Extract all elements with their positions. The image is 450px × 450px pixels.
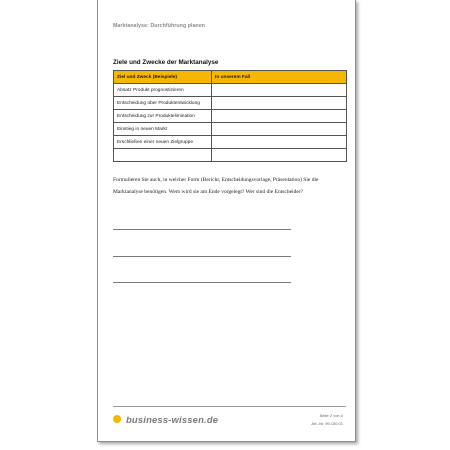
- question-text: Formulieren Sie auch, in welcher Form (Bericht, Entscheidungsvorlage, Präsentation) Sie die Marktanalyse benötigen. Wem wird sie am Ende vorgelegt? Wer sind die Entscheider?: [113, 177, 319, 195]
- answer-line[interactable]: [113, 282, 291, 283]
- table-cell-input[interactable]: [212, 110, 347, 123]
- table-cell-input[interactable]: [212, 123, 347, 136]
- answer-line[interactable]: [113, 256, 291, 257]
- document-page: [97, 0, 356, 442]
- running-header: Marktanalyse: Durchführung planen: [113, 23, 206, 29]
- brand-logo: [113, 413, 218, 425]
- table-header-cell: In unserem Fall: [212, 71, 347, 84]
- table-row: [114, 123, 347, 136]
- table-cell-input[interactable]: [212, 136, 347, 149]
- table-cell: Erschließen einer neuen Zielgruppe: [114, 136, 212, 149]
- answer-line[interactable]: [113, 229, 291, 230]
- table-cell-input[interactable]: [212, 149, 347, 162]
- table-row: [114, 149, 347, 162]
- goals-table: [113, 70, 347, 162]
- logo-dot-icon: [113, 415, 121, 423]
- page-number: Seite 2 von 4: [319, 413, 343, 418]
- table-cell-input[interactable]: [114, 149, 212, 162]
- table-header-row: [114, 71, 347, 84]
- table-cell-input[interactable]: [212, 84, 347, 97]
- table-cell-input[interactable]: [212, 97, 347, 110]
- table-cell: Entscheidung zur Produktelimination: [114, 110, 212, 123]
- article-number: Art.-Nr. 99.150.01: [311, 421, 343, 426]
- table-cell: Absatz Produkt prognostizieren: [114, 84, 212, 97]
- table-row: [114, 110, 347, 123]
- table-cell: Entscheidung über Produktentwicklung: [114, 97, 212, 110]
- brand-name: business-wissen.de: [126, 413, 219, 425]
- table-row: [114, 97, 347, 110]
- table-cell: Einstieg in neuen Markt: [114, 123, 212, 136]
- table-row: [114, 84, 347, 97]
- table-header-cell: Ziel und Zweck (Beispiele): [114, 71, 212, 84]
- table-row: [114, 136, 347, 149]
- footer-divider: [113, 406, 346, 407]
- section-title: Ziele und Zwecke der Marktanalyse: [113, 59, 219, 66]
